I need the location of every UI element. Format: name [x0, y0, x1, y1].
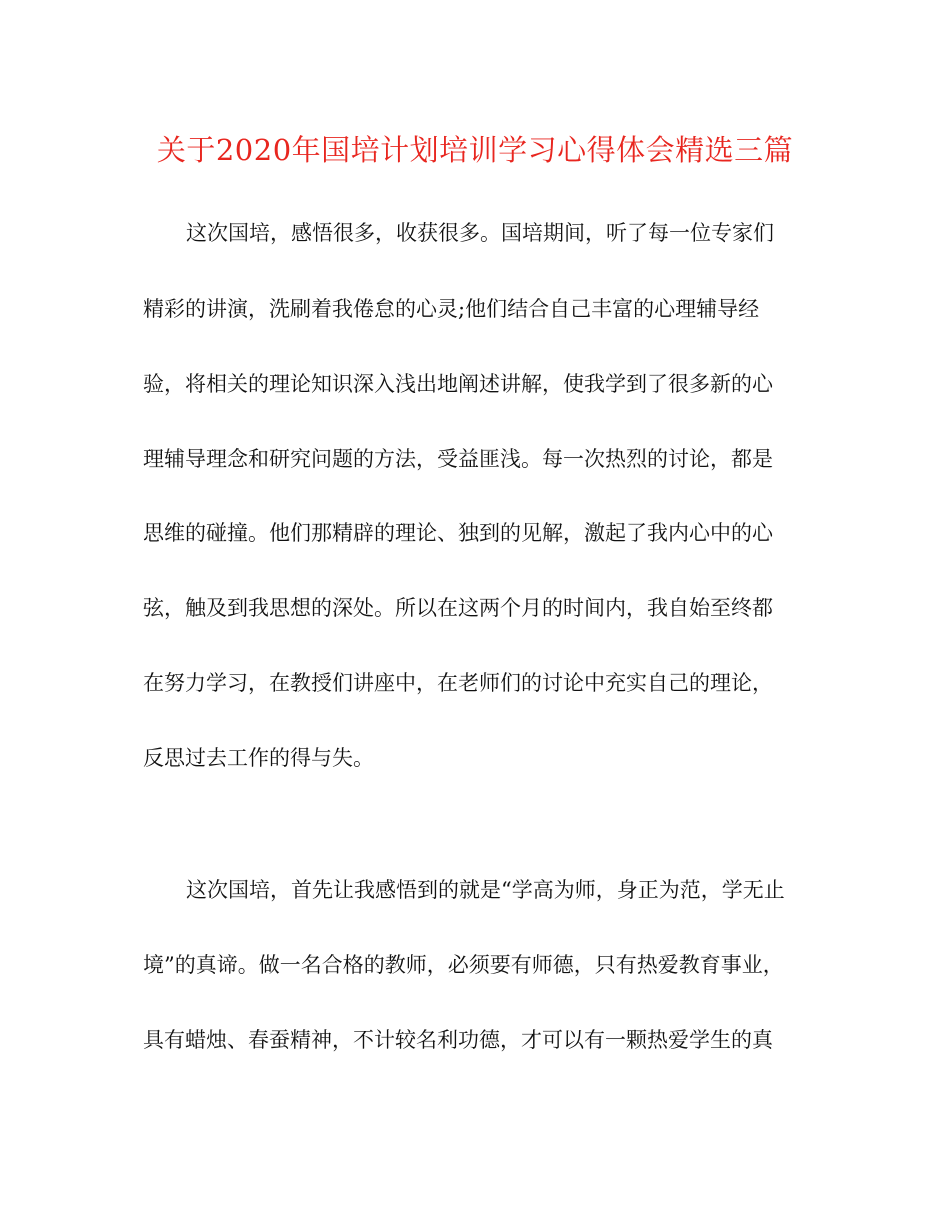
- paragraph-1-line-7: 在努力学习，在教授们讲座中，在老师们的讨论中充实自己的理论，: [143, 671, 773, 695]
- paragraph-1-line-2: 精彩的讲演，洗刷着我倦怠的心灵;他们结合自己丰富的心理辅导经: [143, 297, 760, 321]
- paragraph-1-line-3: 验，将相关的理论知识深入浅出地阐述讲解，使我学到了很多新的心: [143, 372, 773, 396]
- paragraph-2-line-1: 这次国培，首先让我感悟到的就是“学高为师，身正为范，学无止: [186, 878, 785, 902]
- document-title: 关于2020年国培计划培训学习心得体会精选三篇: [156, 133, 794, 167]
- paragraph-1-line-5: 思维的碰撞。他们那精辟的理论、独到的见解，激起了我内心中的心: [143, 521, 773, 545]
- paragraph-1-line-1: 这次国培，感悟很多，收获很多。国培期间，听了每一位专家们: [186, 221, 774, 245]
- paragraph-2-line-3: 具有蜡烛、春蚕精神，不计较名利功德，才可以有一颗热爱学生的真: [143, 1028, 773, 1052]
- paragraph-2-line-2: 境”的真谛。做一名合格的教师，必须要有师德，只有热爱教育事业，: [143, 953, 784, 977]
- paragraph-1-line-6: 弦，触及到我思想的深处。所以在这两个月的时间内，我自始至终都: [143, 596, 773, 620]
- paragraph-1-line-8: 反思过去工作的得与失。: [143, 746, 374, 770]
- paragraph-1-line-4: 理辅导理念和研究问题的方法，受益匪浅。每一次热烈的讨论，都是: [143, 447, 773, 471]
